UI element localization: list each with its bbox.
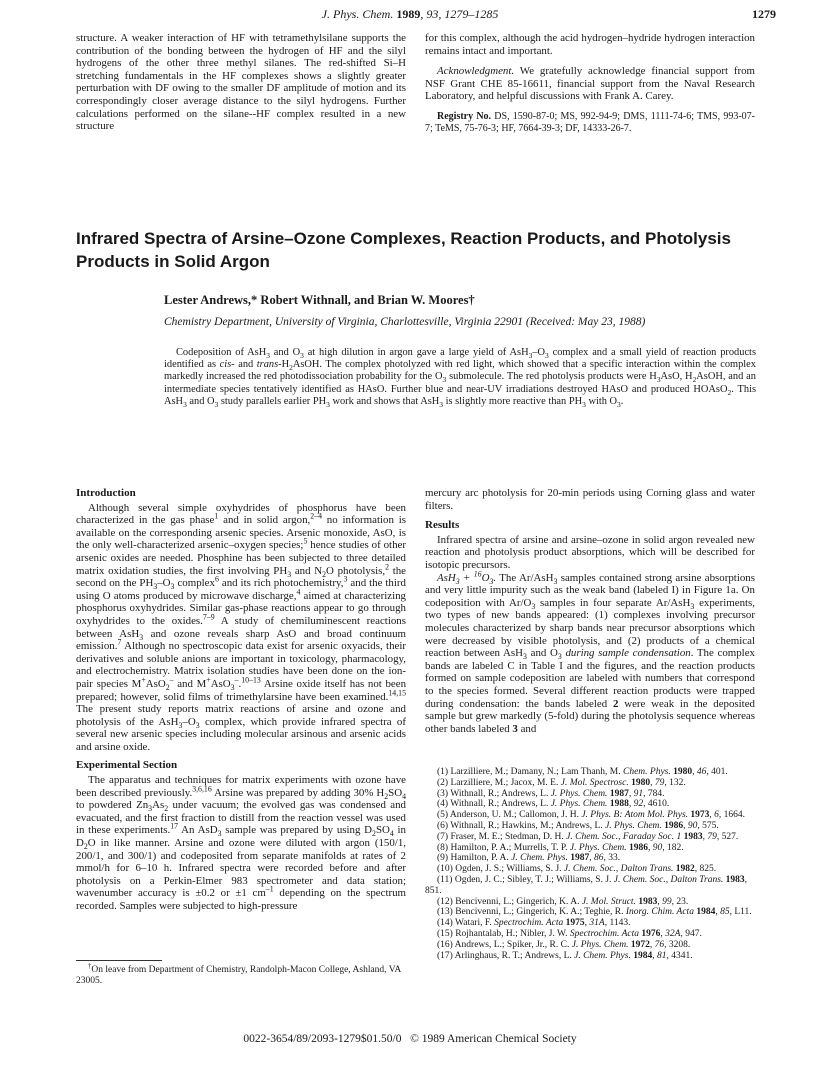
footnote-text: †On leave from Department of Chemistry, Randolph-Macon College, Ashland, VA 23005. bbox=[76, 962, 401, 986]
journal-pages: 1279–1285 bbox=[444, 7, 499, 21]
affiliation-footnote bbox=[76, 962, 406, 987]
reference-item: (16) Andrews, L.; Spiker, Jr., R. C. J. Phys. Chem. 1972, 76, 3208. bbox=[437, 939, 691, 950]
results-text: Infrared spectra of arsine and arsine–ozone in solid argon revealed new reaction and photolysis product absorptions, which will be described for isotopic precursors. bbox=[425, 533, 755, 571]
reference-item: (15) Rojhantalab, H.; Nibler, J. W. Spectrochim. Acta 1976, 32A, 947. bbox=[437, 928, 702, 939]
reference-item: (8) Hamilton, P. A.; Murrells, T. P. J. Phys. Chem. 1986, 90, 182. bbox=[437, 842, 684, 853]
page-number: 1279 bbox=[752, 7, 776, 21]
footer-code: 0022-3654/89/2093-1279$01.50/0 bbox=[243, 1033, 402, 1045]
page-footer bbox=[0, 1033, 820, 1045]
reference-item: (10) Ogden, J. S.; Williams, S. J. J. Chem. Soc., Dalton Trans. 1982, 825. bbox=[437, 864, 717, 875]
article-abstract bbox=[164, 347, 756, 408]
prev-article-right-column bbox=[425, 32, 755, 134]
registry-numbers bbox=[425, 111, 755, 134]
experimental-heading: Experimental Section bbox=[76, 759, 178, 772]
footer-copyright: © 1989 American Chemical Society bbox=[410, 1033, 577, 1045]
reference-item: (12) Bencivenni, L.; Gingerich, K. A. J. Mol. Struct. 1983, 99, 23. bbox=[437, 896, 689, 907]
registry-label: Registry No. bbox=[437, 110, 492, 122]
reference-item: (6) Withnall, R.; Hawkins, M.; Andrews, L. J. Phys. Chem. 1986, 90, 575. bbox=[437, 820, 719, 831]
journal-name: J. Phys. Chem. bbox=[321, 7, 394, 21]
registry-text: DS, 1590-87-0; MS, 992-94-9; DMS, 1111-74-6; TMS, 993-07-7; TeMS, 75-76-3; HF, 7664-39-3; DF, 14333-26-7. bbox=[425, 110, 756, 134]
reference-item: (17) Arlinghaus, R. T.; Andrews, L. J. Chem. Phys. 1984, 81, 4341. bbox=[437, 950, 693, 961]
acknowledgment-text: We gratefully acknowledge financial support from NSF Grant CHE 85-16611, financial support from the Naval Research Laboratory, and helpful discussions with Frank A. Carey. bbox=[425, 65, 755, 103]
article-authors: Lester Andrews,* Robert Withnall, and Brian W. Moores† bbox=[164, 293, 475, 307]
article-title: Infrared Spectra of Arsine–Ozone Complexes, Reaction Products, and Photolysis Products in Solid Argon bbox=[76, 229, 731, 271]
introduction-heading: Introduction bbox=[76, 487, 136, 499]
references-list bbox=[425, 767, 755, 961]
experimental-text: The apparatus and techniques for matrix experiments with ozone have been described previously.$^{3,6,16}$ Arsine was prepared by adding 30% $H_2SO_4$ to powdered $Zn_3As_2$ under vacuum; the evolved gas was condensed and evacuated, and the first fraction to distill from the reaction vessel was used in these experiments.$^{17}$ An AsD$_3$ sample was prepared by using $D_2SO_4$ in $D_2O$ in like manner. Arsine and ozone were diluted with argon (150/1, 200/1, and 300/1) and codeposited from separate manifolds at rates of 2 mmol/h for 6–10 h. Infrared spectra were recorded before and after photolysis on a Perkin-Elmer 983 spectrometer and data station; wavenumber accuracy is ±0.2 or ±1 $cm^{-1}$ depending on the spectrum recorded. Samples were subjected to high-pressure bbox=[76, 774, 407, 912]
results-subsection bbox=[425, 568, 756, 736]
footnote-rule bbox=[76, 960, 162, 961]
reference-item: (4) Withnall, R.; Andrews, L. J. Phys. Chem. 1988, 92, 4610. bbox=[437, 799, 670, 810]
prev-article-conclusion: for this complex, although the acid hydrogen–hydride hydrogen interaction remains intact and important. bbox=[425, 32, 755, 57]
acknowledgment bbox=[425, 65, 755, 103]
experimental-continued: mercury arc photolysis for 20-min periods using Corning glass and water filters. bbox=[425, 487, 755, 512]
reference-item: (3) Withnall, R.; Andrews, L. J. Phys. Chem. 1987, 91, 784. bbox=[437, 788, 665, 799]
reference-item: (2) Larzilliere, M.; Jacox, M. E. J. Mol. Spectrosc. 1980, 79, 132. bbox=[437, 777, 686, 788]
introduction-text: Although several simple oxyhydrides of phosphorus have been characterized in the gas phase$^1$ and in solid argon,$^{2-4}$ no information is available on the corresponding arsenic species. Arsenic monoxide, AsO, is the only well-characterized arsenic–oxygen species;$^5$ hence studies of other arsenic oxides are needed. Phosphine has been subjected to three detailed matrix oxidation studies, the first involving $PH_3$ and $N_2O$ photolysis,$^2$ the second on the $PH_3-O_3$ complex$^6$ and its rich photochemistry,$^3$ and the third using O atoms produced by microwave discharge,$^4$ aimed at characterizing phosphorus oxyhydrides. Similar gas-phase reactions appear to go through oxyhydrides to the oxides.$^{7-9}$ A study of chemiluminescent reactions between AsH$_3$ and ozone reveals sharp AsO and broad continuum emission.$^7$ Although no spectroscopic data exist for arsenic oxyacids, their derivatives and soluble anions are important in toxicology, pharmacology, and electrochemistry. Matrix isolation studies have been done on the ion-pair species M+AsO$_2$– and M+AsO$_3$–.$^{10-13}$ Arsine oxide itself has not been prepared; however, solid films of trimethylarsine have been examined.$^{14,15}$ The present study reports matrix reactions of arsine and ozone and photolysis of the $AsH_3-O_3$ complex, which provide infrared spectra of several new arsenic species including molecular arsinous and arsenic acids and arsine oxide. bbox=[76, 501, 407, 753]
body-right-column bbox=[425, 487, 755, 735]
results-subsection-text: The Ar/AsH$_3$ samples contained strong arsine absorptions and very little impurity such as the weak band (labeled I) in Figure 1a. On codeposition with $Ar/O_3$ samples in four separate Ar/AsH$_3$ experiments, two types of new bands appeared: (1) complexes involving precursor molecules characterized by sharp bands near precursor absorptions which were decreased by visible photolysis, and (2) products of a chemical reaction between AsH$_3$ and $O_3$ during sample condensation. The complex bands are labeled C in Table I and the figures, and the reaction products formed on sample codeposition are labeled with numbers that correspond to the species formed. Several different reaction products were trapped during condensation: the bands labeled 2 were weak in the deposited sample but grew markedly (5-fold) during the photolysis sequence whereas other bands labeled 3 and bbox=[425, 571, 756, 735]
reference-item: (13) Bencivenni, L.; Gingerich, K. A.; Teghie, R. Inorg. Chim. Acta 1984, 85, L11. bbox=[437, 907, 752, 918]
reference-item: (11) Ogden, J. C.; Sibley, T. J.; Williams, S. J. J. Chem. Soc., Dalton Trans. 1983, 851. bbox=[425, 874, 748, 896]
body-left-column bbox=[76, 487, 406, 913]
article-affiliation: Chemistry Department, University of Virginia, Charlottesville, Virginia 22901 (Received: May 23, 1988) bbox=[164, 316, 646, 328]
reference-item: (5) Anderson, U. M.; Callomon, J. H. J. Phys. B: Atom Mol. Phys. 1973, 6, 1664. bbox=[437, 810, 746, 821]
journal-year: 1989 bbox=[396, 7, 421, 21]
results-heading: Results bbox=[425, 519, 460, 532]
results-subsection-label: $AsH_3 + ^{16}O_3$. bbox=[437, 568, 497, 586]
reference-item: (14) Watari, F. Spectrochim. Acta 1975, 31A, 1143. bbox=[437, 918, 631, 929]
acknowledgment-label: Acknowledgment. bbox=[437, 65, 515, 78]
journal-volume: 93 bbox=[426, 7, 439, 21]
reference-item: (7) Fraser, M. E.; Stedman, D. H. J. Chem. Soc., Faraday Soc. 1 1983, 79, 527. bbox=[437, 831, 739, 842]
reference-item: (1) Larzilliere, M.; Damany, N.; Lam Thanh, M. Chem. Phys. 1980, 46, 401. bbox=[437, 767, 728, 777]
abstract-text: Codeposition of AsH$_3$ and $O_3$ at high dilution in argon gave a large yield of $AsH_3-O_3$ complex and a small yield of reaction products identified as cis- and trans-$H_2AsOH$. The complex photolyzed with red light, which showed that a specific interaction within the complex markedly increased the red photodissociation probability for the $O_3$ submolecule. The red photolysis products were $H_3AsO$, $H_2AsOH$, and an intermediate species tentatively identified as HAsO. Further blue and near-UV irradiations destroyed HAsO and produced HOAsO$_2$. This AsH$_3$ and $O_3$ study parallels earlier $PH_3$ work and shows that AsH$_3$ is slightly more reactive than $PH_3$ with $O_3$. bbox=[164, 347, 756, 409]
prev-article-text: structure. A weaker interaction of HF with tetramethylsilane supports the contribution of the bonding between the hydrogen of HF and the silyl hydrogens of the other three methyl silanes. The red-shifted Si–H stretching fundamentals in the HF complexes shows a slightly greater perturbation with DF owing to the smaller DF amplitude of motion and its correspondingly closer average distance to the silyl hydrogens. Further calculations performed on the silane--HF complex resulted in a new structure bbox=[76, 32, 406, 133]
prev-article-left-column bbox=[76, 32, 406, 133]
running-header: J. Phys. Chem. 1989, 93, 1279–1285 bbox=[321, 7, 499, 21]
reference-item: (9) Hamilton, P. A. J. Chem. Phys. 1987, 86, 33. bbox=[437, 853, 621, 864]
